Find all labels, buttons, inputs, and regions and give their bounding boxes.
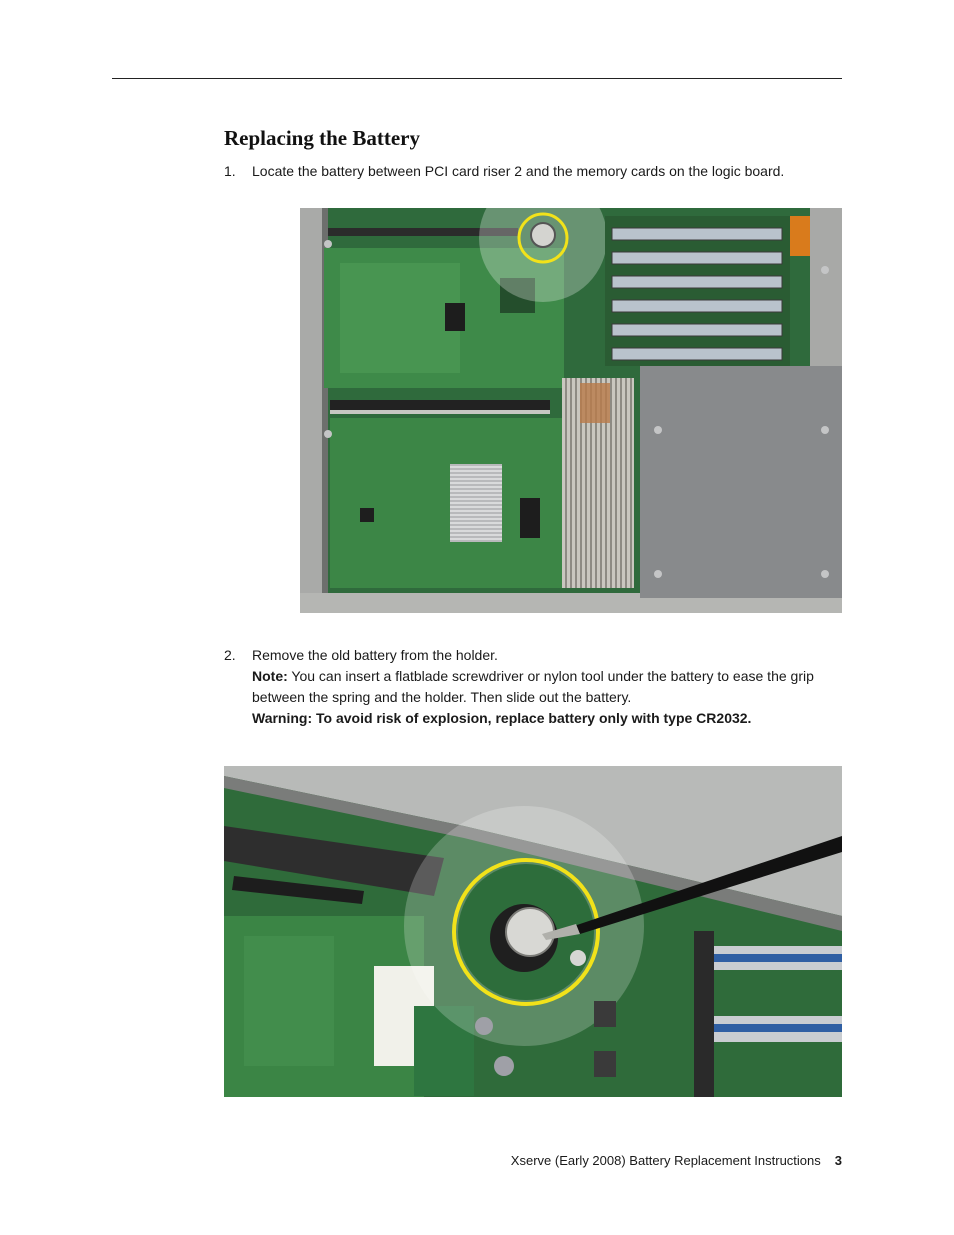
note bbox=[252, 666, 842, 708]
header-rule bbox=[112, 78, 842, 79]
note-text: You can insert a flatblade screwdriver or nylon tool under the battery to ease the grip between the spring and the holder. Then slide out the battery. bbox=[252, 668, 814, 705]
page-number: 3 bbox=[834, 1153, 842, 1168]
step-body bbox=[252, 645, 842, 729]
note-label: Note: bbox=[252, 668, 288, 684]
step-text: Remove the old battery from the holder. bbox=[252, 647, 498, 663]
page-footer bbox=[511, 1153, 842, 1168]
step-text: Locate the battery between PCI card riser 2 and the memory cards on the logic board. bbox=[252, 163, 785, 179]
warning-text: Warning: To avoid risk of explosion, replace battery only with type CR2032. bbox=[252, 710, 752, 726]
step-number: 1. bbox=[224, 163, 236, 179]
section-heading: Replacing the Battery bbox=[224, 126, 420, 150]
battery-removal-photo bbox=[224, 766, 842, 1097]
logic-board-photo bbox=[300, 208, 842, 613]
step-number: 2. bbox=[224, 647, 236, 663]
footer-title: Xserve (Early 2008) Battery Replacement Instructions bbox=[510, 1153, 821, 1168]
